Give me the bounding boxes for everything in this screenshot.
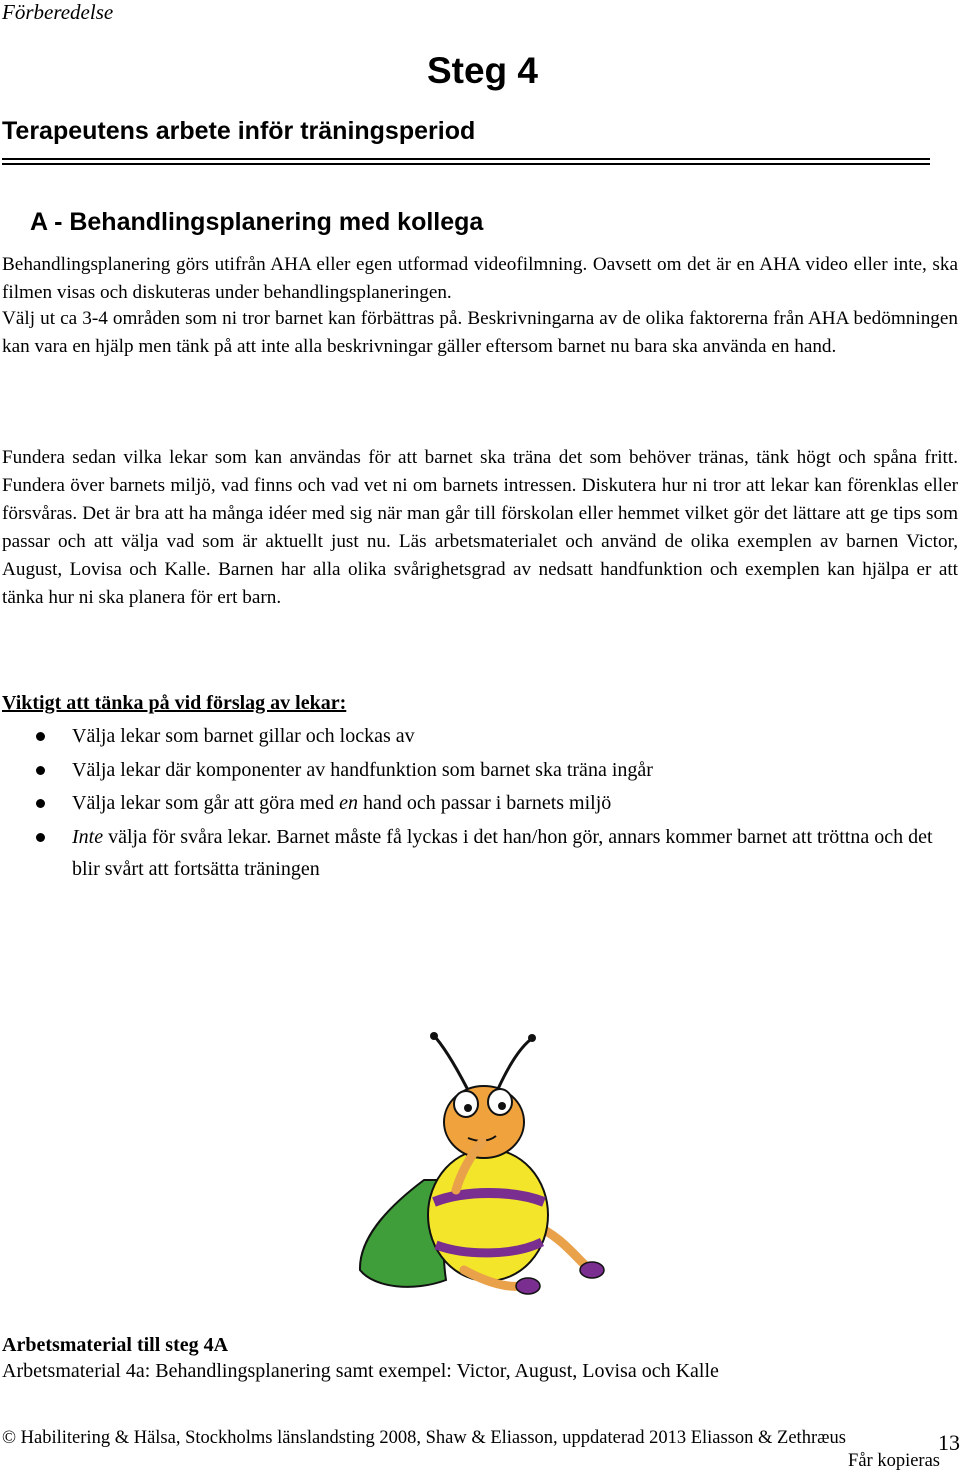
list-item: Välja lekar som barnet gillar och lockas av [0, 720, 960, 752]
bullet-icon [36, 833, 45, 842]
paragraph-games: Fundera sedan vilka lekar som kan användas för att barnet ska träna det som behöver tränas, tänk högt och spåna fritt. Fundera över barnets miljö, vad finns och vad vet ni om barnets intressen. Diskutera hur ni tror att lekar kan förenklas eller försvåras. Det är bra att ha många idéer med sig när man går till förskolan eller hemmet vilket gör det lättare att ge tips som passar och att välja vad som är aktuellt just nu. Läs arbetsmaterialet och använd de olika exemplen av barnen Victor, August, Lovisa och Kalle. Barnen har alla olika svårighetsgrad av nedsatt handfunktion och exemplen kan hjälpa er att tänka hur ni ska planera för ert barn. [2, 447, 958, 608]
bullet-icon [36, 799, 45, 808]
step-title: Steg 4 [426, 50, 538, 91]
material-reference: Arbetsmaterial 4a: Behandlingsplanering samt exempel: Victor, August, Lovisa och Kalle [2, 1360, 719, 1382]
paragraph-areas: Välj ut ca 3-4 områden som ni tror barnet kan förbättras på. Beskrivningarna av de olika faktorerna från AHA bedömningen kan vara en hjälp men tänk på att inte alla beskrivningar gäller eftersom barnet nu bara ska använda en hand. [2, 308, 958, 357]
footer-copyright: © Habilitering & Hälsa, Stockholms länslandsting 2008, Shaw & Eliasson, uppdaterad 2013 Eliasson & Zethræus [2, 1428, 846, 1448]
list-item: Inte välja för svåra lekar. Barnet måste få lyckas i det han/hon gör, annars kommer barnet att tröttna och det blir svårt att fortsätta träningen [0, 821, 960, 885]
bullet-icon [36, 766, 45, 775]
paragraph-intro: Behandlingsplanering görs utifrån AHA eller egen utformad videofilmning. Oavsett om det är en AHA video eller inte, ska filmen visas och diskuteras under behandlingsplaneringen. [2, 254, 958, 303]
list-item: Välja lekar där komponenter av handfunktion som barnet ska träna ingår [0, 754, 960, 786]
material-heading: Arbetsmaterial till steg 4A [2, 1334, 229, 1356]
page-number: 13 [938, 1430, 960, 1455]
running-header: Förberedelse [2, 0, 114, 24]
page-title: Terapeutens arbete inför träningsperiod [2, 117, 476, 145]
footer-copy-note: Får kopieras [848, 1451, 940, 1471]
tips-heading: Viktigt att tänka på vid förslag av lekar: [2, 692, 347, 714]
title-rule-top [2, 158, 930, 160]
bullet-icon [36, 732, 45, 741]
section-heading: A - Behandlingsplanering med kollega [30, 208, 484, 236]
ant-mascot-icon [354, 1030, 614, 1300]
list-item: Välja lekar som går att göra med en hand och passar i barnets miljö [0, 787, 960, 819]
tips-list [0, 720, 960, 886]
title-rule-bottom [2, 163, 930, 165]
